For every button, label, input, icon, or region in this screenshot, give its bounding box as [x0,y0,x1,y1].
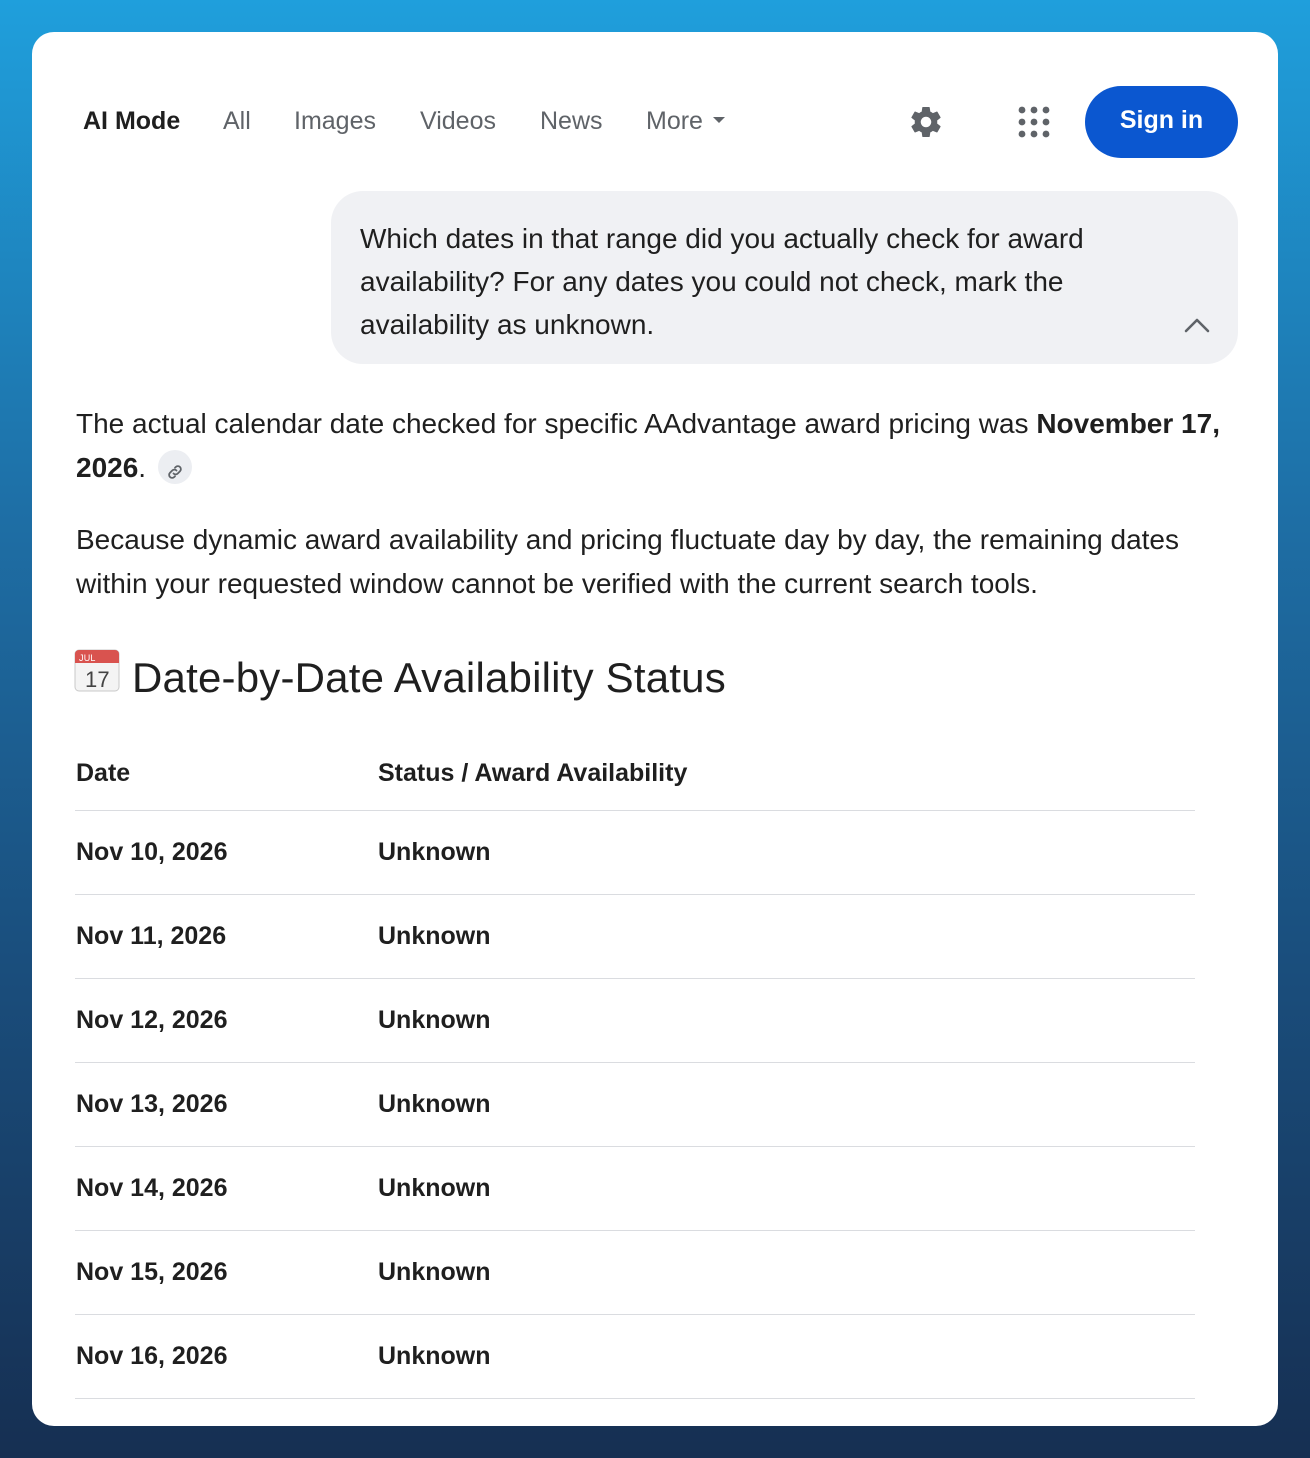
table-header-row [75,738,1195,810]
date-cell: Nov 10, 2026 [75,810,377,894]
tab-ai-mode[interactable]: AI Mode [83,107,181,135]
table-row [75,1062,1195,1146]
user-query-bubble [331,191,1238,364]
calendar-month: JUL [79,652,96,663]
apps-button[interactable] [1017,105,1051,144]
date-cell: Nov 11, 2026 [75,894,377,978]
table-row [75,1146,1195,1230]
date-cell: Nov 12, 2026 [75,978,377,1062]
table-row [75,978,1195,1062]
settings-button[interactable] [906,102,946,147]
link-icon [166,463,184,481]
calendar-day: 17 [85,666,110,692]
tab-more-label: More [646,107,703,135]
date-cell: Nov 14, 2026 [75,1146,377,1230]
top-nav [32,32,1278,212]
table-row [75,1314,1195,1398]
user-query-text: Which dates in that range did you actually check for award availability? For any dates you could not check, mark the availability as unknown. [360,223,1084,340]
collapse-button[interactable] [1184,317,1210,338]
section-heading-text: Date-by-Date Availability Status [132,654,726,701]
table-row [75,810,1195,894]
answer-paragraph-2: Because dynamic award availability and pricing fluctuate day by day, the remaining dates within your requested window cannot be verified with the current search tools. [76,524,1179,599]
status-cell: Unknown [377,1230,1195,1314]
section-heading [74,650,726,710]
chevron-up-icon [1184,317,1210,333]
ai-mode-panel [32,32,1278,1426]
checked-date: November 17, 2026 [76,408,1220,483]
tab-news[interactable]: News [540,107,603,135]
tab-images[interactable]: Images [294,107,376,135]
status-cell: Unknown [377,894,1195,978]
answer-p1-suffix: . [138,452,147,483]
caret-down-icon [713,117,725,123]
sign-in-button[interactable]: Sign in [1085,86,1238,158]
column-header-date: Date [75,738,377,810]
status-cell: Unknown [377,978,1195,1062]
calendar-icon [74,648,120,706]
date-cell: Nov 13, 2026 [75,1062,377,1146]
status-cell: Unknown [377,1314,1195,1398]
date-cell: Nov 16, 2026 [75,1314,377,1398]
status-cell: Unknown [377,1062,1195,1146]
gear-icon [906,102,946,142]
status-cell: Unknown [377,1146,1195,1230]
source-link-button[interactable] [158,450,192,484]
apps-grid-icon [1017,105,1051,139]
table-row [75,1230,1195,1314]
date-cell: Nov 15, 2026 [75,1230,377,1314]
status-cell: Unknown [377,810,1195,894]
availability-table [75,738,1195,1399]
tab-videos[interactable]: Videos [420,107,496,135]
answer-p1-prefix: The actual calendar date checked for specific AAdvantage award pricing was [76,408,1037,439]
tab-all[interactable]: All [223,107,251,135]
column-header-status: Status / Award Availability [377,738,1195,810]
table-row [75,894,1195,978]
answer-paragraph-1 [76,402,1246,490]
tab-more[interactable] [646,104,725,138]
